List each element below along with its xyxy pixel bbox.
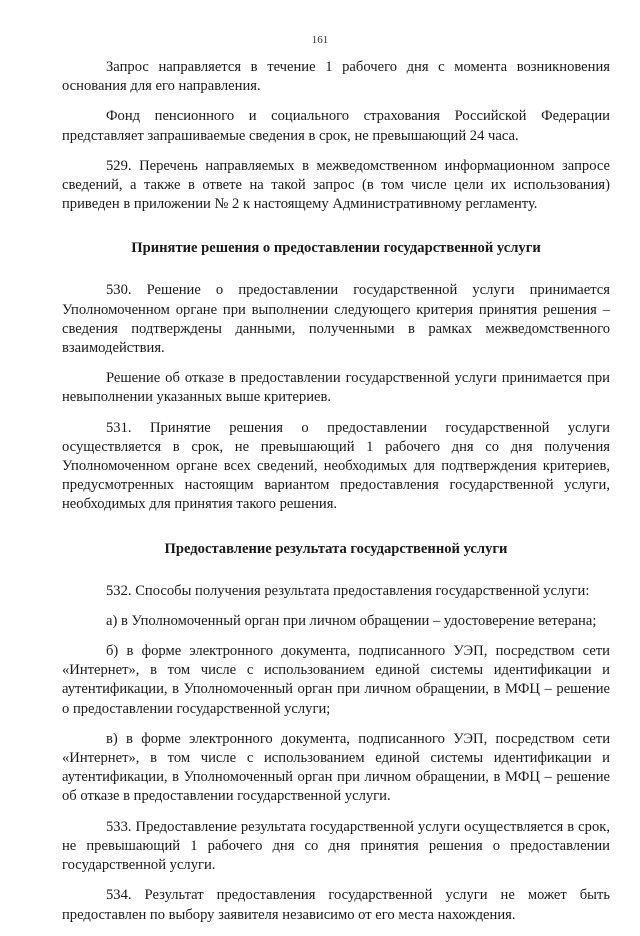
section-heading-decision: Принятие решения о предоставлении государственной услуги bbox=[131, 240, 541, 257]
paragraph-529: 529. Перечень направляемых в межведомственном информационном запросе сведений, а также в ответе на такой запрос (в том числе цели их использования) приведен в приложении № 2 к настоящему Административному регламенту. bbox=[62, 157, 610, 213]
page-number: 161 bbox=[311, 34, 329, 46]
document-body bbox=[62, 58, 610, 936]
paragraph-pension-fund: Фонд пенсионного и социального страхования Российской Федерации представляет запрашиваемые сведения в срок, не превышающий 24 часа. bbox=[62, 108, 610, 144]
paragraph-532-b: б) в форме электронного документа, подписанного УЭП, посредством сети «Интернет», в том числе с использованием единой системы идентификации и аутентификации, в Уполномоченный орган при личном обращении, в МФЦ – решение о предоставлении государственной услуги; bbox=[62, 643, 610, 717]
paragraph-532-c: в) в форме электронного документа, подписанного УЭП, посредством сети «Интернет», в том числе с использованием единой системы идентификации и аутентификации, в Уполномоченный орган при личном обращении, в МФЦ – решение об отказе в предоставлении государственной услуги. bbox=[62, 730, 610, 805]
paragraph-533: 533. Предоставление результата государственной услуги осуществляется в срок, не превышающий 1 рабочего дня со дня принятия решения о предоставлении государственной услуги. bbox=[62, 818, 610, 874]
paragraph-534: 534. Результат предоставления государственной услуги не может быть предоставлен по выбору заявителя независимо от его места нахождения. bbox=[62, 887, 610, 923]
paragraph-refusal: Решение об отказе в предоставлении государственной услуги принимается при невыполнении указанных выше критериев. bbox=[62, 370, 610, 406]
paragraph-532-a: а) в Уполномоченный орган при личном обращении – удостоверение ветерана; bbox=[106, 612, 597, 629]
paragraph-532: 532. Способы получения результата предоставления государственной услуги: bbox=[106, 582, 590, 599]
paragraph-531: 531. Принятие решения о предоставлении государственной услуги осуществляется в срок, не превышающий 1 рабочего дня со дня получения Уполномоченном органе всех сведений, необходимых для подтверждения критериев, предусмотренных настоящим вариантом предоставления государственной услуги, необходимых для принятия такого решения. bbox=[62, 419, 610, 513]
paragraph-request-timing: Запрос направляется в течение 1 рабочего дня с момента возникновения основания для его направления. bbox=[62, 59, 610, 95]
section-heading-result: Предоставление результата государственной услуги bbox=[164, 540, 508, 557]
paragraph-530: 530. Решение о предоставлении государственной услуги принимается Уполномоченном органе при выполнении следующего критерия принятия решения – сведения подтверждены данными, полученными в рамках межведомственного взаимодействия. bbox=[62, 282, 610, 357]
